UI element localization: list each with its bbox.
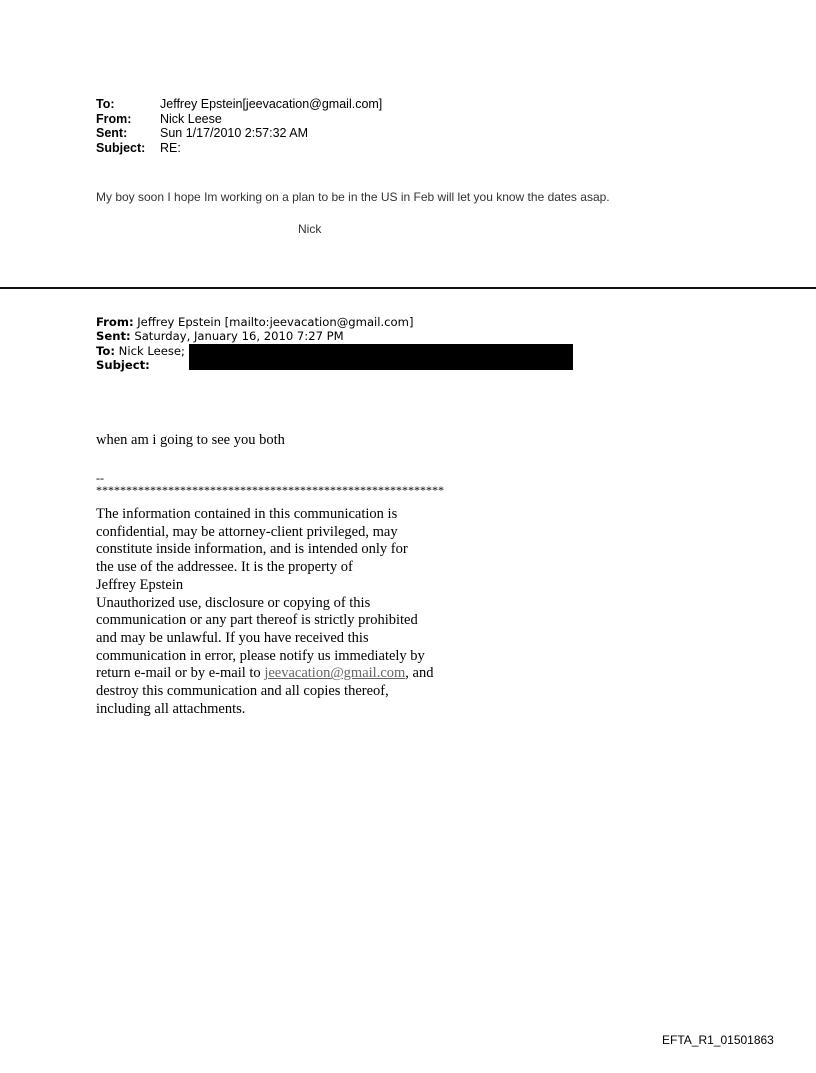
disclaimer-line: communication or any part thereof is strictly prohibited: [96, 612, 418, 629]
email1-signature: Nick: [298, 222, 322, 236]
disclaimer-line: and may be unlawful. If you have received this: [96, 629, 369, 646]
email2-from-value: Jeffrey Epstein [mailto:jeevacation@gmail.com]: [137, 315, 414, 329]
email1-subject-label: Subject:: [96, 140, 146, 155]
email1-body: My boy soon I hope Im working on a plan to be in the US in Feb will let you know the dates asap.: [96, 190, 610, 204]
disclaimer-line: destroy this communication and all copies thereof,: [96, 683, 389, 700]
disclaimer-line: constitute inside information, and is intended only for: [96, 541, 408, 558]
disclaimer-line: The information contained in this communication is: [96, 506, 398, 522]
email2-sent-row: [96, 329, 413, 343]
disclaimer-line: communication in error, please notify us immediately by: [96, 647, 425, 664]
email2-from-row: [96, 315, 413, 329]
email2-from-label: From:: [96, 315, 134, 329]
email-link[interactable]: jeevacation@gmail.com: [264, 665, 406, 682]
email1-from-label: From:: [96, 111, 132, 126]
email1-from-value: Nick Leese: [160, 111, 222, 126]
email1-from-row: [96, 112, 382, 127]
email1-subject-row: [96, 141, 382, 156]
disclaimer: [96, 506, 516, 718]
email1-to-label: To:: [96, 97, 115, 111]
email2-stars: **********************************************************: [96, 483, 444, 497]
email1-to-row: [96, 97, 382, 112]
email1-sent-row: [96, 126, 382, 141]
email2-sent-value: Saturday, January 16, 2010 7:27 PM: [134, 329, 344, 344]
email2-separator: [96, 472, 444, 496]
email1-to-value: Jeffrey Epstein[jeevacation@gmail.com]: [160, 97, 383, 111]
disclaimer-link-prefix: return e-mail or by e-mail to: [96, 665, 265, 682]
email1-sent-value: Sun 1/17/2010 2:57:32 AM: [160, 126, 309, 141]
email2-body: when am i going to see you both: [96, 432, 285, 448]
disclaimer-link-line: [96, 665, 516, 683]
email2-dash: --: [96, 471, 104, 485]
email2-sent-label: Sent:: [96, 329, 131, 344]
disclaimer-line: confidential, may be attorney-client privileged, may: [96, 523, 398, 540]
redaction-box: [189, 344, 573, 370]
disclaimer-line: Unauthorized use, disclosure or copying of this: [96, 594, 371, 611]
document-id: EFTA_R1_01501863: [662, 1033, 774, 1047]
email1-sent-label: Sent:: [96, 126, 128, 141]
disclaimer-link-suffix: , and: [405, 665, 434, 682]
disclaimer-line: Jeffrey Epstein: [96, 576, 184, 593]
disclaimer-line: including all attachments.: [96, 700, 246, 717]
email2-subject-label: Subject:: [96, 358, 150, 373]
email1-subject-value: RE:: [160, 140, 181, 155]
email1-header: [96, 97, 382, 155]
email2-to-label: To:: [96, 343, 115, 358]
disclaimer-line: the use of the addressee. It is the property of: [96, 559, 353, 576]
email2-to-value: Nick Leese;: [118, 343, 185, 358]
email-divider: [0, 287, 816, 289]
